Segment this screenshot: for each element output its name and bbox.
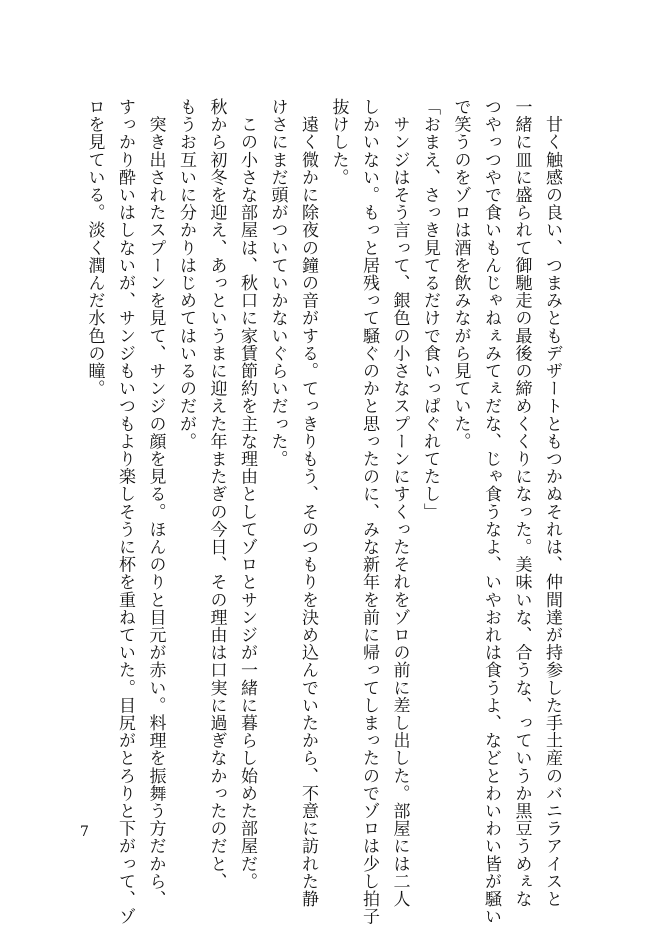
text-line: 遠く微かに除夜の鐘の音がする。てっきりもう、そのつもりを決め込んでいたから、不意に訪れた静 <box>298 98 318 908</box>
text-line: ロを見ている。淡く潤んだ水色の瞳。 <box>84 98 105 398</box>
text-line: もうお互いに分かりはじめてはいるのだが。 <box>176 98 196 450</box>
text-line: 「おまえ、さっき見てるだけで食いっぱぐれてたし」 <box>420 98 440 521</box>
text-line: サンジはそう言って、銀色の小さなスプーンにすくったそれをゾロの前に差し出した。部屋には二人 <box>389 98 410 908</box>
text-line: しかいない。もっと居残って騒ぐのかと思ったのに、みな新年を前に帰ってしまったのでゾロは少し拍子 <box>359 98 379 925</box>
text-line: 突き出されたスプーンを見て、サンジの顔を見る。ほんのりと目元が赤い。料理を振舞う方だから、 <box>145 98 166 908</box>
text-line: けさにまだ頭がついていかないぐらいだった。 <box>267 98 288 468</box>
text-line: 抜けした。 <box>328 98 349 186</box>
text-line: つやっつやで食いもんじゃねぇみてぇだな、じゃ食うなよ、いやおれは食うよ、などとわいわい皆が騒い <box>481 98 501 925</box>
text-line: この小さな部屋は、秋口に家賃節約を主な理由としてゾロとサンジが一緒に暮らし始めた部屋だ。 <box>237 98 257 890</box>
text-line: 一緒に皿に盛られて御馳走の最後の締めくくりになった。美味いな、合うな、っていうか黒豆うめぇな <box>511 98 532 908</box>
text-line: で笑うのをゾロは酒を飲みながら見ていた。 <box>450 98 471 450</box>
vertical-body-text <box>79 98 567 925</box>
text-line: 甘く触感の良い、つまみともデザートともつかぬそれは、仲間達が持参した手土産のバニラアイスと <box>542 98 562 908</box>
text-line: 秋から初冬を迎え、あっというまに迎えた年またぎの今日、その理由は口実に過ぎなかったのだと、 <box>206 98 227 890</box>
text-line: すっかり酔いはしないが、サンジもいつもより楽しそうに杯を重ねていた。目尻がとろりと下がって、ゾ <box>115 98 135 925</box>
page-number: 7 <box>80 824 89 840</box>
